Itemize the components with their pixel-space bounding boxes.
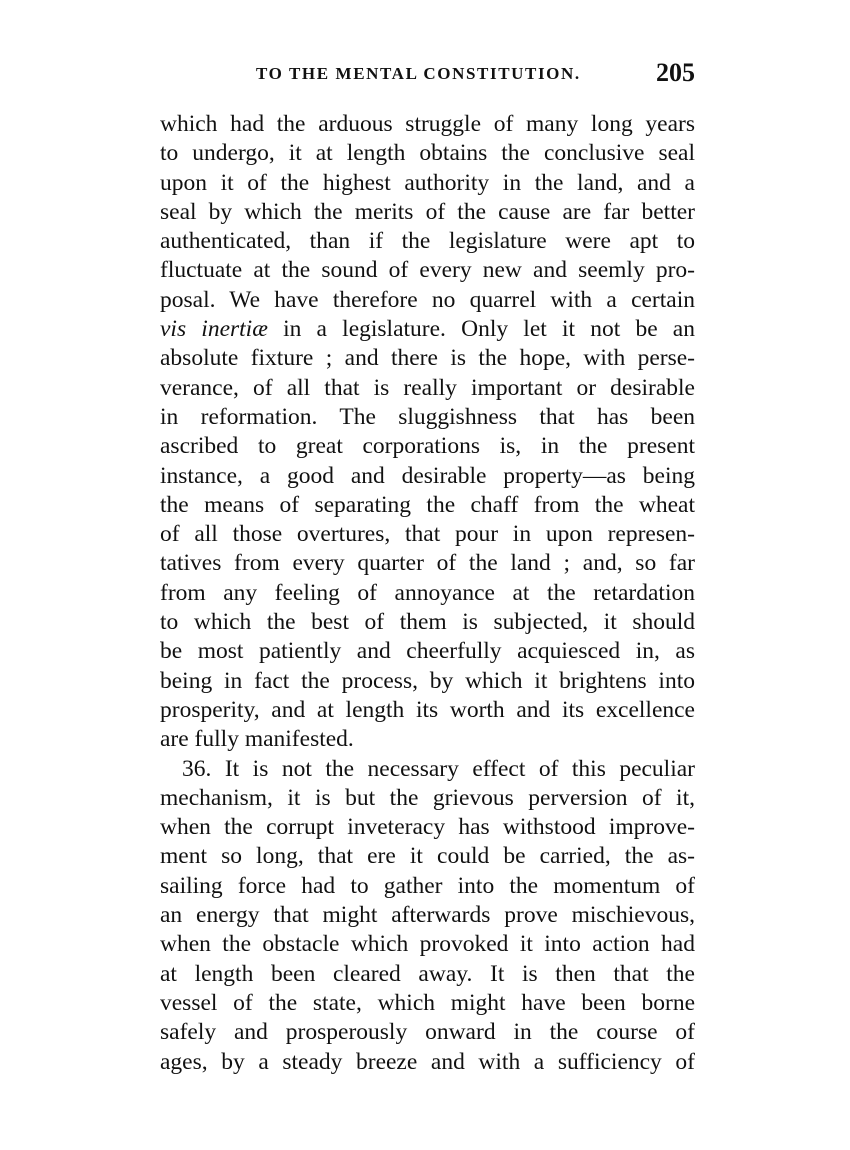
running-title: TO THE MENTAL CONSTITUTION. — [256, 64, 581, 83]
text-line: posal. We have therefore no quarrel with a certain — [160, 286, 695, 313]
text-line: fluctuate at the sound of every new and seemly pro- — [160, 257, 695, 284]
text-line: the means of separating the chaff from the wheat — [160, 491, 695, 518]
text-line: absolute fixture ; and there is the hope, with perse- — [160, 345, 695, 372]
paragraph-end-line: are fully manifested. — [160, 726, 354, 753]
running-head — [160, 58, 695, 94]
text-line: vessel of the state, which might have been borne — [160, 989, 695, 1016]
text-line: mechanism, it is but the grievous perversion of it, — [160, 784, 695, 811]
text-line: be most patiently and cheerfully acquiesced in, as — [160, 638, 695, 665]
text-line: to which the best of them is subjected, it should — [160, 609, 695, 636]
text-line: sailing force had to gather into the momentum of — [160, 872, 695, 899]
text-line: when the corrupt inveteracy has withstood improve- — [160, 814, 695, 841]
text-line: to undergo, it at length obtains the conclusive seal — [160, 140, 695, 167]
text-line: ages, by a steady breeze and with a sufficiency of — [160, 1048, 695, 1075]
text-line: upon it of the highest authority in the land, and a — [160, 169, 695, 196]
text-line: from any feeling of annoyance at the retardation — [160, 579, 695, 606]
body-text — [160, 110, 695, 1077]
text-line: which had the arduous struggle of many long years — [160, 111, 695, 137]
italic-phrase: vis inertiæ — [160, 316, 268, 343]
text-line: instance, a good and desirable property—as being — [160, 462, 695, 489]
text-line: ascribed to great corporations is, in the present — [160, 433, 695, 460]
text-line: safely and prosperously onward in the course of — [160, 1019, 695, 1046]
text-line: authenticated, than if the legislature were apt to — [160, 228, 695, 255]
page-number: 205 — [656, 58, 695, 87]
text-line: ment so long, that ere it could be carried, the as- — [160, 843, 695, 870]
text-line: at length been cleared away. It is then that the — [160, 960, 695, 987]
text-line: an energy that might afterwards prove mischievous, — [160, 902, 695, 929]
text-line: tatives from every quarter of the land ; and, so far — [160, 550, 695, 577]
text-line: seal by which the merits of the cause are far better — [160, 198, 695, 225]
text-line: vis inertiæ in a legislature. Only let it not be an — [160, 316, 695, 343]
text-line: verance, of all that is really important or desirable — [160, 374, 695, 401]
text-line: prosperity, and at length its worth and its excellence — [160, 696, 695, 723]
text-line: of all those overtures, that pour in upon represen- — [160, 521, 695, 548]
text-line: when the obstacle which provoked it into action had — [160, 931, 695, 958]
text-line: in reformation. The sluggishness that has been — [160, 403, 695, 430]
paragraph-start-line: 36. It is not the necessary effect of this peculiar — [182, 755, 695, 782]
text-line: being in fact the process, by which it brightens into — [160, 667, 695, 694]
